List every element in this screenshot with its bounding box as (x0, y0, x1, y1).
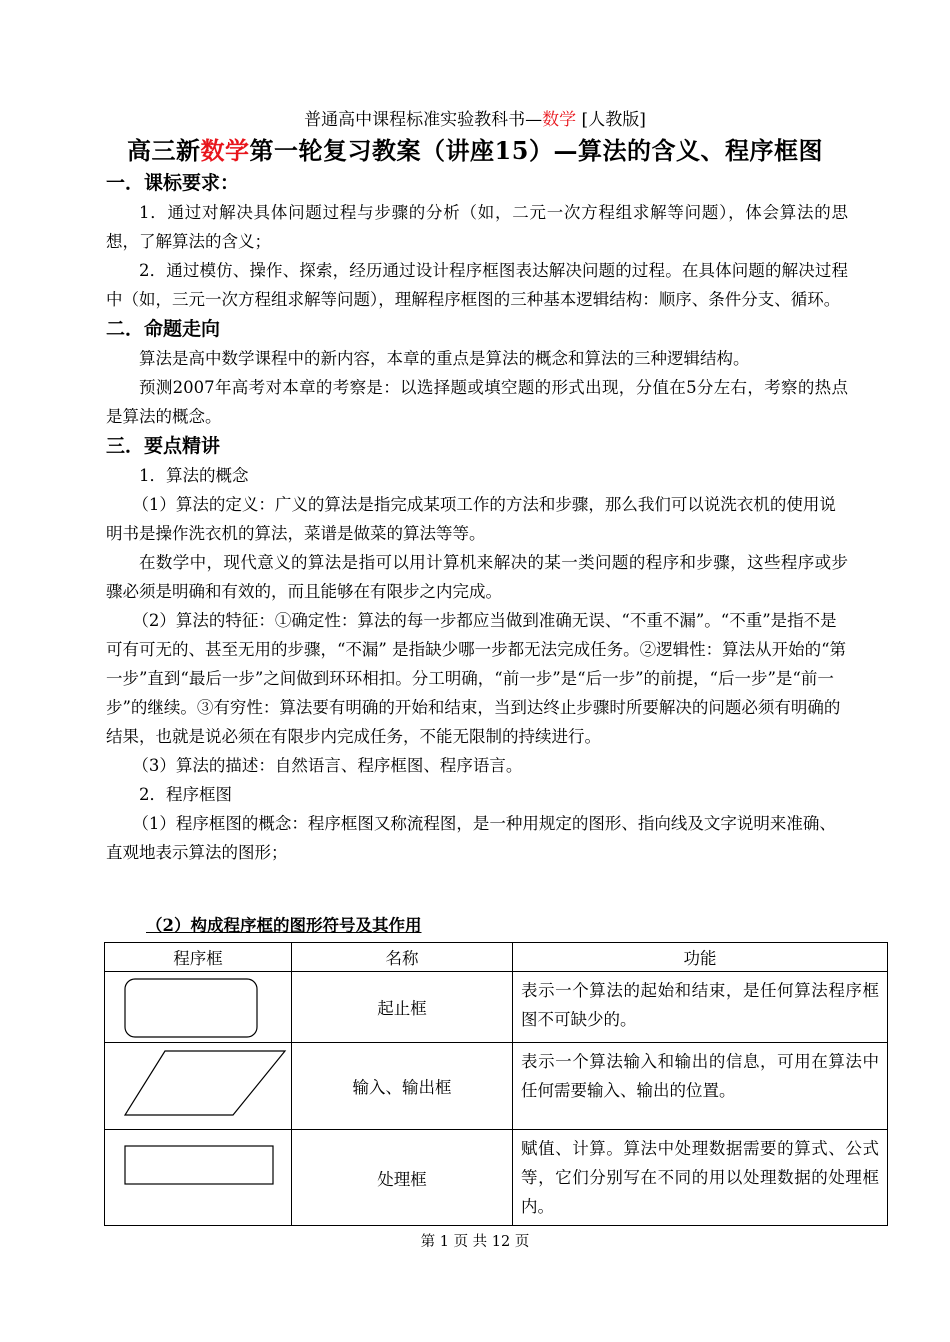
shape-function: 表示一个算法的起始和结束，是任何算法程序框图不可缺少的。 (513, 972, 888, 1043)
table-caption: （2）构成程序框的图形符号及其作用 (146, 916, 422, 935)
table-row (105, 972, 888, 1043)
paragraph: 在数学中，现代意义的算法是指可以用计算机来解决的某一类问题的程序和步骤，这些程序或步骤必须是明确和有效的，而且能够在有限步之内完成。 (106, 553, 848, 601)
title-post: 第一轮复习教案（讲座15）—算法的含义、程序框图 (249, 136, 823, 165)
title-subject: 数学 (200, 136, 250, 165)
header-subject: 数学 (542, 110, 577, 130)
paragraph: （3）算法的描述：自然语言、程序框图、程序语言。 (132, 756, 523, 775)
shape-function: 表示一个算法输入和输出的信息，可用在算法中任何需要输入、输出的位置。 (513, 1043, 888, 1130)
input-output-symbol (105, 1043, 291, 1125)
column-header: 功能 (513, 943, 888, 972)
shape-name: 输入、输出框 (292, 1043, 513, 1130)
page-title (0, 134, 950, 168)
section-heading-2: 二．命题走向 (106, 318, 221, 340)
document-body (106, 168, 848, 867)
process-symbol (105, 1132, 291, 1220)
shape-name: 起止框 (292, 972, 513, 1043)
column-header: 名称 (292, 943, 513, 972)
shape-function: 赋值、计算。算法中处理数据需要的算式、公式等，它们分别写在不同的用以处理数据的处理框内。 (513, 1130, 888, 1226)
paragraph: 2．通过模仿、操作、探索，经历通过设计程序框图表达解决问题的过程。在具体问题的解决过程中（如，三元一次方程组求解等问题），理解程序框图的三种基本逻辑结构：顺序、条件分支、循环。 (106, 261, 848, 309)
title-pre: 高三新 (127, 136, 201, 165)
shape-cell (105, 1043, 292, 1130)
paragraph: 预测2007年高考对本章的考察是：以选择题或填空题的形式出现，分值在5分左右，考察的热点是算法的概念。 (106, 378, 848, 426)
paragraph: 1．通过对解决具体问题过程与步骤的分析（如，二元一次方程组求解等问题），体会算法的思想，了解算法的含义； (106, 203, 848, 251)
shape-cell (105, 972, 292, 1043)
table-header-row (105, 943, 888, 972)
flowchart-symbol-table (104, 942, 888, 1226)
paragraph: （2）算法的特征：①确定性：算法的每一步都应当做到准确无误、“不重不漏”。“不重”是指不是可有可无的、甚至无用的步骤，“不漏” 是指缺少哪一步都无法完成任务。②逻辑性：算法从开始的“第一步”直到“最后一步”之间做到环环相扣。分工明确，“前一步”是“后一步”的前提，“后一步”是“前一步”的继续。③有穷性：算法要有明确的开始和结束，当到达终止步骤时所要解决的问题必须有明确的结果，也就是说必须在有限步内完成任务，不能无限制的持续进行。 (106, 611, 847, 746)
terminal-symbol (105, 972, 291, 1038)
shape-name: 处理框 (292, 1130, 513, 1226)
header-post: [人教版] (576, 110, 646, 130)
table-row (105, 1043, 888, 1130)
page-footer: 第 1 页 共 12 页 (420, 1234, 530, 1250)
paragraph: 算法是高中数学课程中的新内容，本章的重点是算法的概念和算法的三种逻辑结构。 (139, 349, 750, 368)
paragraph: （1）算法的定义：广义的算法是指完成某项工作的方法和步骤，那么我们可以说洗衣机的使用说明书是操作洗衣机的算法，菜谱是做菜的算法等等。 (106, 495, 836, 543)
series-header (0, 108, 950, 132)
column-header: 程序框 (105, 943, 292, 972)
subheading: 2．程序框图 (139, 785, 232, 804)
shape-cell (105, 1130, 292, 1226)
section-heading-1: 一．课标要求： (106, 172, 240, 194)
header-pre: 普通高中课程标准实验教科书— (304, 110, 543, 130)
paragraph: （1）程序框图的概念：程序框图又称流程图，是一种用规定的图形、指向线及文字说明来准确、直观地表示算法的图形； (106, 814, 836, 862)
section-heading-3: 三．要点精讲 (106, 435, 221, 457)
table-row (105, 1130, 888, 1226)
table-caption-wrap (106, 912, 421, 940)
subheading: 1．算法的概念 (139, 466, 249, 485)
